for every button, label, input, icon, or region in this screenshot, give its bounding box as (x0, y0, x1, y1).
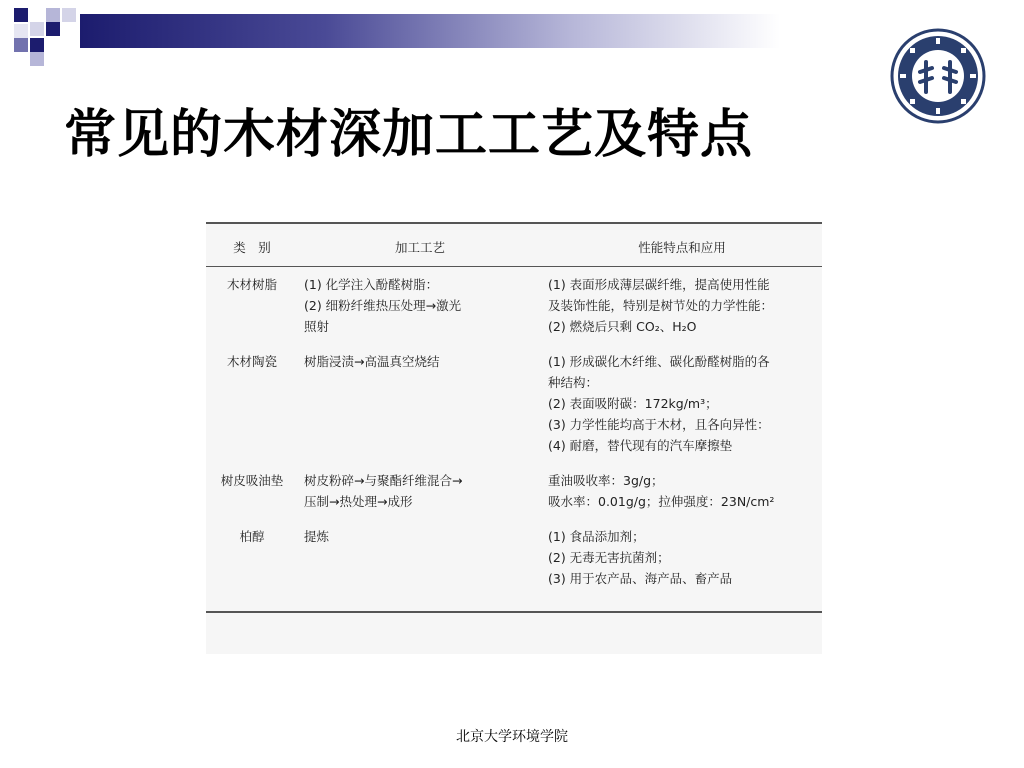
row-features (542, 519, 822, 612)
table-row (206, 463, 822, 519)
row-category: 柏醇 (206, 519, 298, 612)
feature-line: 及装饰性能，特别是树节处的力学性能： (548, 298, 774, 313)
row-process (298, 344, 542, 463)
process-line: 提炼 (304, 529, 330, 544)
decor-square (14, 8, 28, 22)
process-line: 树皮粉碎→与聚酯纤维混合→ (304, 473, 463, 488)
table-row (206, 519, 822, 612)
decor-square (30, 52, 44, 66)
feature-line: (1) 食品添加剂； (548, 529, 645, 544)
peking-university-seal-icon (890, 28, 986, 124)
feature-line: (2) 表面吸附碳：172kg/m³； (548, 396, 718, 411)
decor-square (46, 8, 60, 22)
row-category: 木材树脂 (226, 277, 277, 292)
feature-line: 重油吸收率：3g/g； (548, 473, 664, 488)
table-row (206, 344, 822, 463)
feature-line: (1) 形成碳化木纤维、碳化酚醛树脂的各 (548, 354, 770, 369)
decor-square (14, 38, 28, 52)
process-line: (1) 化学注入酚醛树脂： (304, 277, 439, 292)
feature-line: (4) 耐磨，替代现有的汽车摩擦垫 (548, 438, 733, 453)
row-category: 木材陶瓷 (226, 354, 277, 369)
process-line: (2) 细粉纤维热压处理→激光 (304, 298, 462, 313)
decor-square (62, 8, 76, 22)
column-header-process: 加工工艺 (298, 223, 542, 267)
decor-square (30, 38, 44, 52)
decor-square (14, 24, 28, 38)
decor-square (30, 22, 44, 36)
feature-line: (2) 无毒无害抗菌剂； (548, 550, 670, 565)
process-line: 压制→热处理→成形 (304, 494, 413, 509)
column-header-features: 性能特点和应用 (542, 223, 822, 267)
row-features (542, 267, 822, 345)
row-features (542, 463, 822, 519)
feature-line: 吸水率：0.01g/g；拉伸强度：23N/cm² (548, 494, 775, 509)
process-line: 树脂浸渍→高温真空烧结 (304, 354, 440, 369)
slide-title: 常见的木材深加工工艺及特点 (64, 105, 754, 165)
row-process (298, 463, 542, 519)
table-row (206, 267, 822, 345)
feature-line: (3) 用于农产品、海产品、畜产品 (548, 571, 733, 586)
header-gradient-bar (80, 14, 780, 48)
feature-line: (2) 燃烧后只剩 CO₂、H₂O (548, 319, 697, 334)
feature-line: (3) 力学性能均高于木材，且各向异性： (548, 417, 770, 432)
process-line: 照射 (304, 319, 330, 334)
feature-line: (1) 表面形成薄层碳纤维，提高使用性能 (548, 277, 770, 292)
row-category: 树皮吸油垫 (220, 473, 284, 488)
row-process (298, 519, 542, 612)
column-header-category: 类 别 (206, 223, 298, 267)
row-features (542, 344, 822, 463)
row-process (298, 267, 542, 345)
slide-footer: 北京大学环境学院 (456, 729, 568, 745)
table-header-row (206, 223, 822, 267)
process-table (206, 222, 822, 654)
feature-line: 种结构： (548, 375, 599, 390)
decor-square (46, 22, 60, 36)
